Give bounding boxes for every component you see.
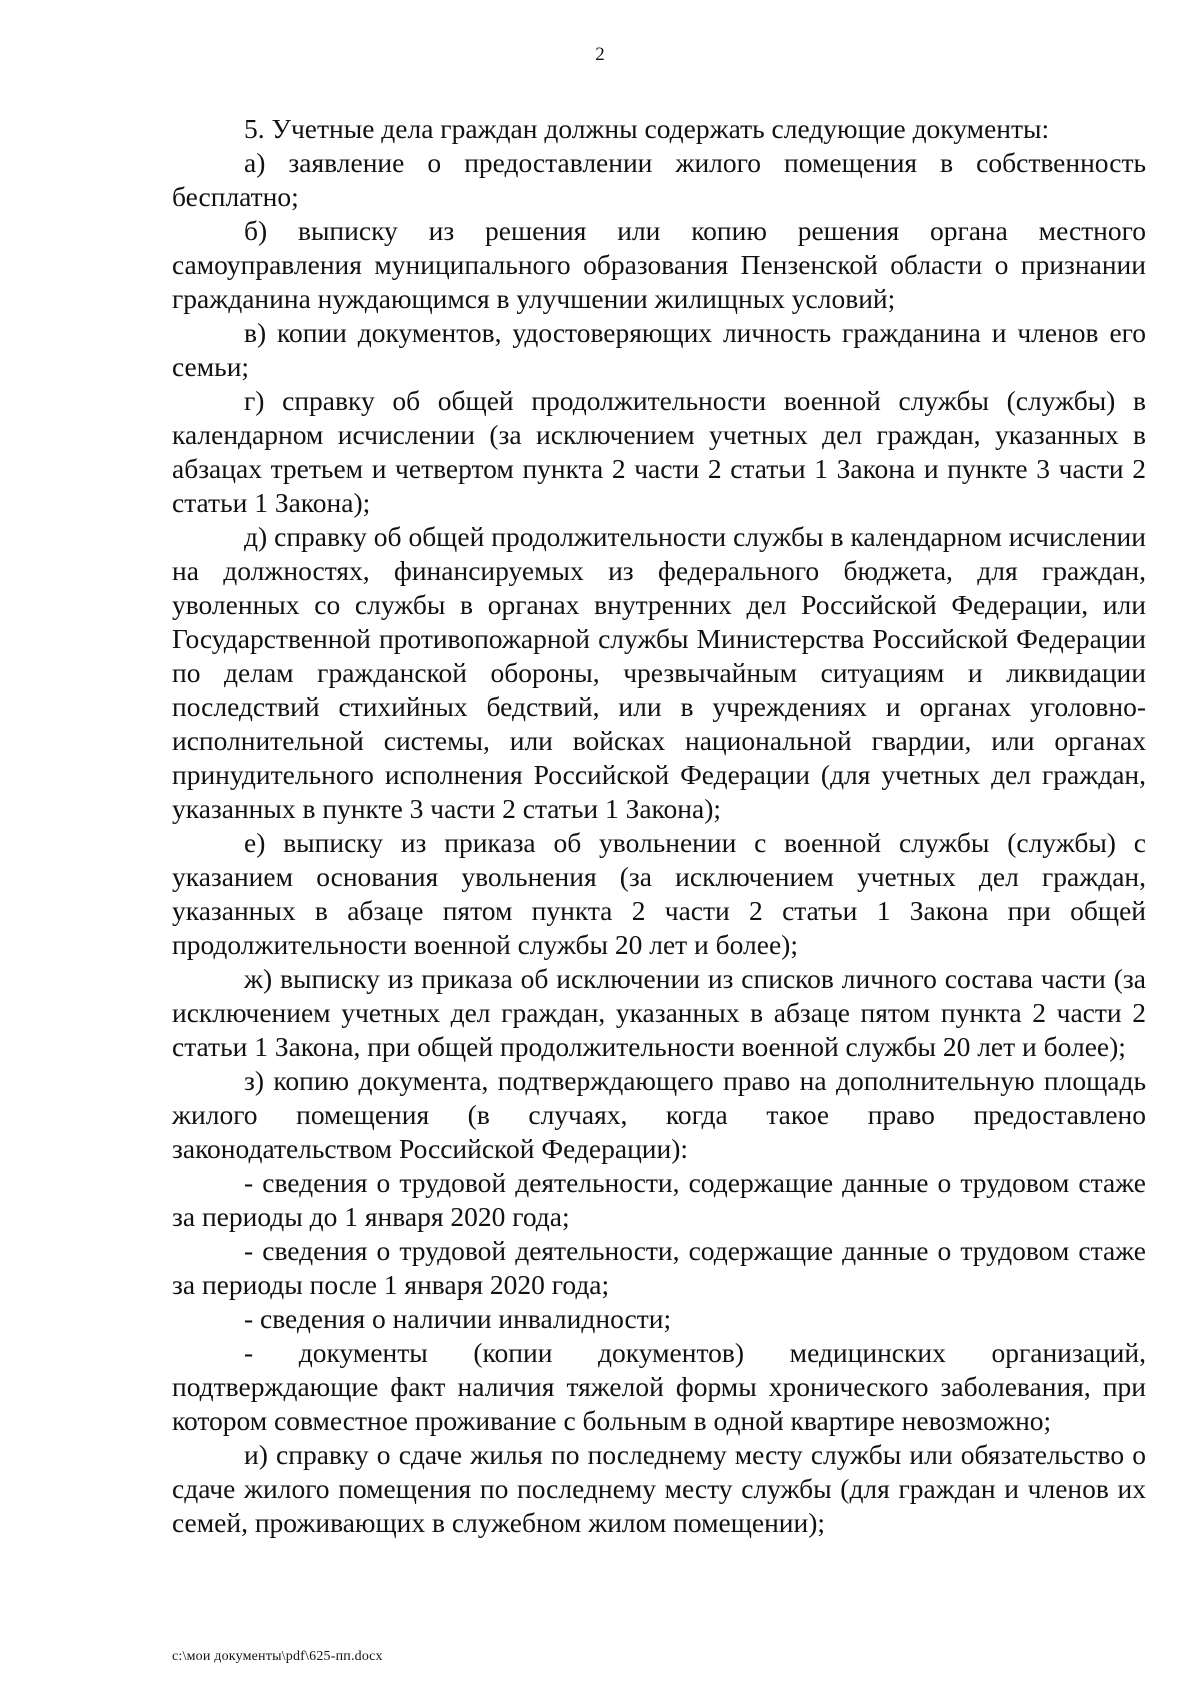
paragraph-dash-2: - сведения о трудовой деятельности, содержащие данные о трудовом стаже за периоды после 1 января 2020 года; — [172, 1235, 1146, 1300]
paragraph-item-a: а) заявление о предоставлении жилого помещения в собственность бесплатно; — [172, 147, 1146, 212]
paragraph-item-v: в) копии документов, удостоверяющих личность гражданина и членов его семьи; — [172, 317, 1146, 382]
paragraph-item-z: з) копию документа, подтверждающего право на дополнительную площадь жилого помещения (в случаях, когда такое право предоставлено законодательством Российской Федерации): — [172, 1065, 1146, 1164]
paragraph-item-5: 5. Учетные дела граждан должны содержать следующие документы: — [244, 113, 1050, 144]
paragraph-item-d: д) справку об общей продолжительности службы в календарном исчислении на должностях, финансируемых из федерального бюджета, для граждан, уволенных со службы в органах внутренних дел Российской Федерации, или Государственной противопожарной службы Министерства Российской Федерации по делам гражданской обороны, чрезвычайным ситуациям и ликвидации последствий стихийных бедствий, или в учреждениях и органах уголовно-исполнительной системы, или войсках национальной гвардии, или органах принудительного исполнения Российской Федерации (для учетных дел граждан, указанных в пункте 3 части 2 статьи 1 Закона); — [172, 521, 1146, 824]
paragraph-item-b: б) выписку из решения или копию решения органа местного самоуправления муниципального образования Пензенской области о признании гражданина нуждающимся в улучшении жилищных условий; — [172, 215, 1146, 314]
paragraph-item-zh: ж) выписку из приказа об исключении из списков личного состава части (за исключением учетных дел граждан, указанных в абзаце пятом пункта 2 части 2 статьи 1 Закона, при общей продолжительности военной службы 20 лет и более); — [172, 963, 1146, 1062]
paragraph-dash-1: - сведения о трудовой деятельности, содержащие данные о трудовом стаже за периоды до 1 января 2020 года; — [172, 1167, 1146, 1232]
paragraph-dash-4: - документы (копии документов) медицинских организаций, подтверждающие факт наличия тяжелой формы хронического заболевания, при котором совместное проживание с больным в одной квартире невозможно; — [172, 1337, 1146, 1436]
footer-file-path: c:\мои документы\pdf\625-пп.docx — [172, 1649, 383, 1664]
paragraph-item-i: и) справку о сдаче жилья по последнему месту службы или обязательство о сдаче жилого помещения по последнему месту службы (для граждан и членов их семей, проживающих в служебном жилом помещении); — [172, 1439, 1146, 1538]
page-number: 2 — [595, 44, 605, 65]
paragraph-item-e: е) выписку из приказа об увольнении с военной службы (службы) с указанием основания увольнения (за исключением учетных дел граждан, указанных в абзаце пятом пункта 2 части 2 статьи 1 Закона при общей продолжительности военной службы 20 лет и более); — [172, 827, 1146, 960]
paragraph-item-g: г) справку об общей продолжительности военной службы (службы) в календарном исчислении (за исключением учетных дел граждан, указанных в абзацах третьем и четвертом пункта 2 части 2 статьи 1 Закона и пункте 3 части 2 статьи 1 Закона); — [172, 385, 1146, 518]
document-body — [172, 112, 1146, 1540]
paragraph-dash-3: - сведения о наличии инвалидности; — [244, 1303, 672, 1334]
